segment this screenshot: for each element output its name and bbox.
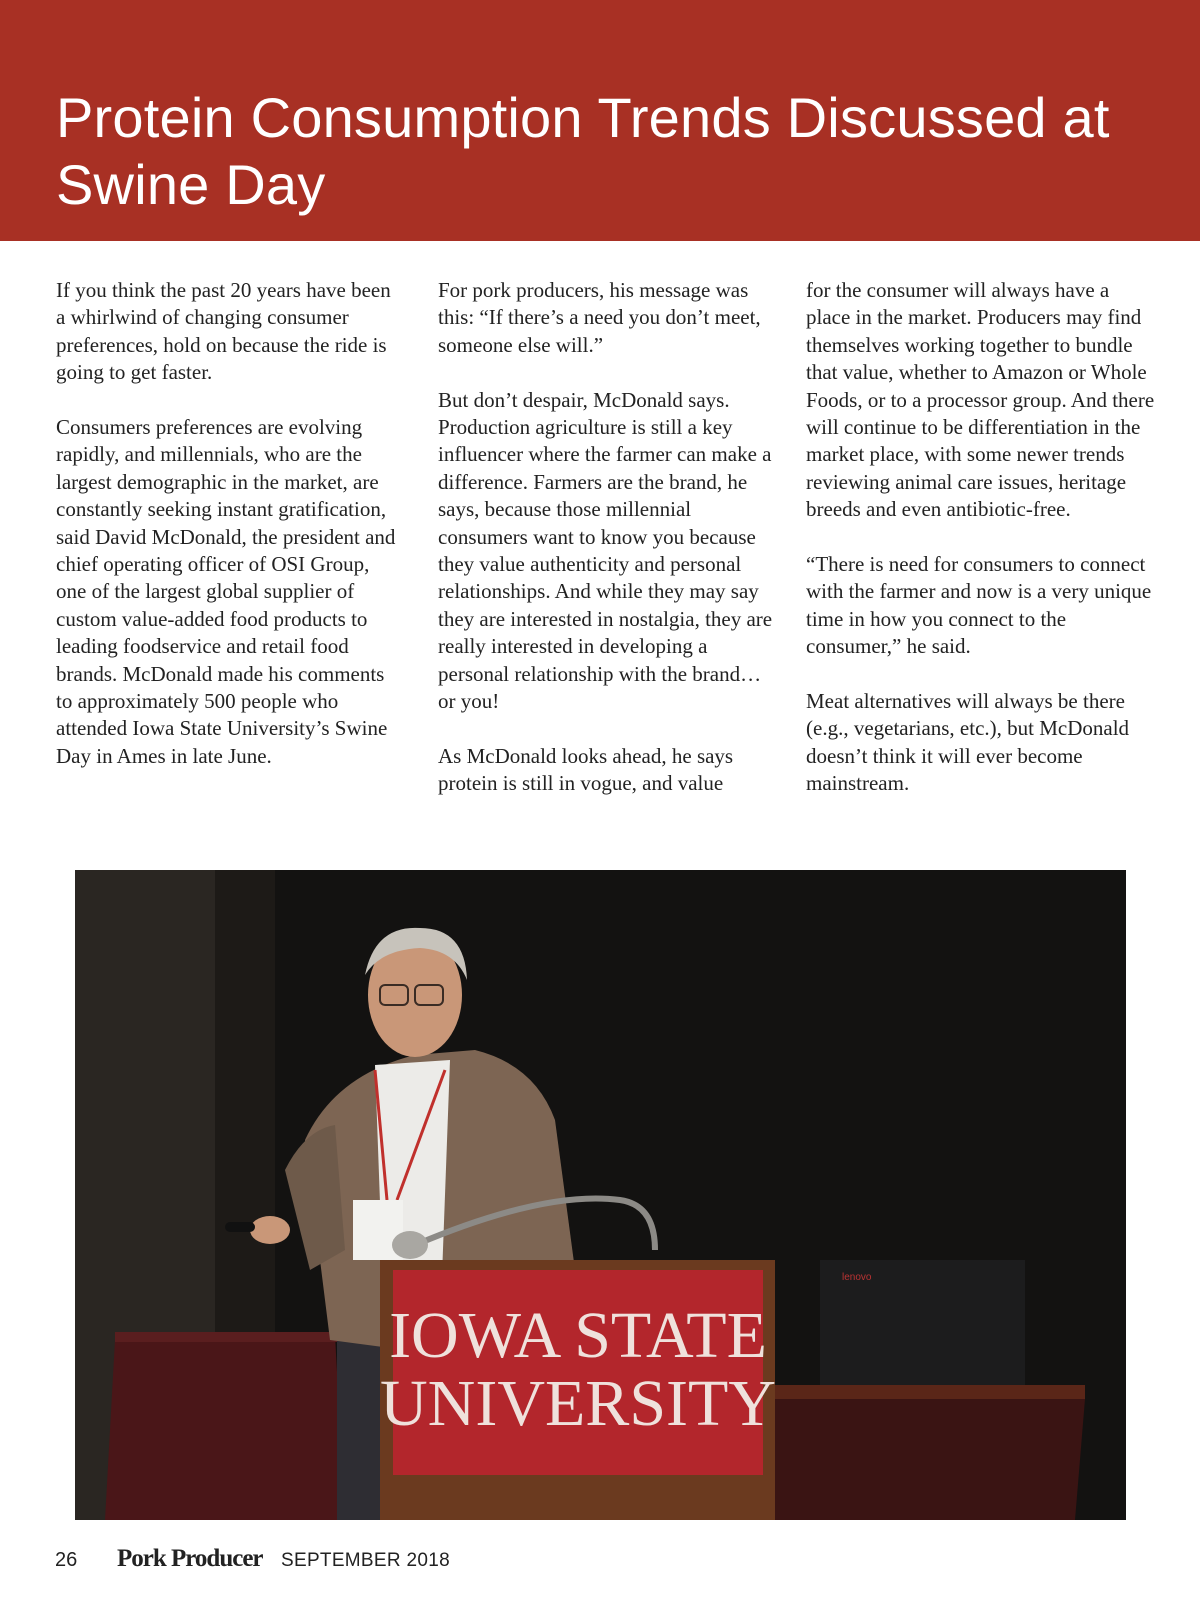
paragraph: Meat alternatives will always be there (e.g., vegetarians, etc.), but McDonald doesn’t think it will ever become mainstream. xyxy=(806,689,1130,796)
podium-text-line1: IOWA STATE xyxy=(389,1299,767,1372)
issue-date: SEPTEMBER 2018 xyxy=(281,1550,450,1571)
text-column-3 xyxy=(806,277,1156,825)
text-column-1 xyxy=(56,277,401,798)
page-footer xyxy=(55,1545,755,1575)
paragraph: For pork producers, his message was this: “If there’s a need you don’t meet, someone else will.” xyxy=(438,278,761,357)
podium-text-line2: UNIVERSITY xyxy=(380,1367,776,1440)
paragraph: If you think the past 20 years have been a whirlwind of changing consumer preferences, hold on because the ride is going to get faster. xyxy=(56,278,391,385)
draped-table xyxy=(105,1335,345,1520)
page-number: 26 xyxy=(55,1549,78,1571)
speaker-photo xyxy=(75,870,1126,1520)
paragraph: As McDonald looks ahead, he says protein is still in vogue, and value xyxy=(438,743,734,796)
paragraph: for the consumer will always have a place in the market. Producers may find themselves working together to bundle that value, whether to Amazon or Whole Foods, or to a processor group. And there will continue to be differentiation in the market place, with some newer trends reviewing animal care issues, heritage breeds and even antibiotic-free. xyxy=(806,278,1155,522)
text-column-2 xyxy=(438,277,778,825)
paragraph: But don’t despair, McDonald says. Production agriculture is still a key influencer where the farmer can make a difference. Farmers are the brand, he says, because those millennial consumers want to know you because they value authenticity and personal relationships. And while they may say they are interested in nostalgia, they are really interested in developing a personal relationship with the brand…or you! xyxy=(438,387,773,714)
title-banner xyxy=(0,0,1200,241)
magazine-name: Pork Producer xyxy=(117,1545,263,1572)
article-title: Protein Consumption Trends Discussed at Swine Day xyxy=(56,86,1110,216)
laptop-brand: lenovo xyxy=(842,1272,872,1283)
paragraph: Consumers preferences are evolving rapidly, and millennials, who are the largest demographic in the market, are constantly seeking instant gratification, said David McDonald, the president and chief operating officer of OSI Group, one of the largest global supplier of custom value-added food products to leading foodservice and retail food brands. McDonald made his comments to approximately 500 people who attended Iowa State University’s Swine Day in Ames in late June. xyxy=(56,415,396,768)
paragraph: “There is need for consumers to connect with the farmer and now is a very unique time in how you connect to the consumer,” he said. xyxy=(806,552,1152,659)
